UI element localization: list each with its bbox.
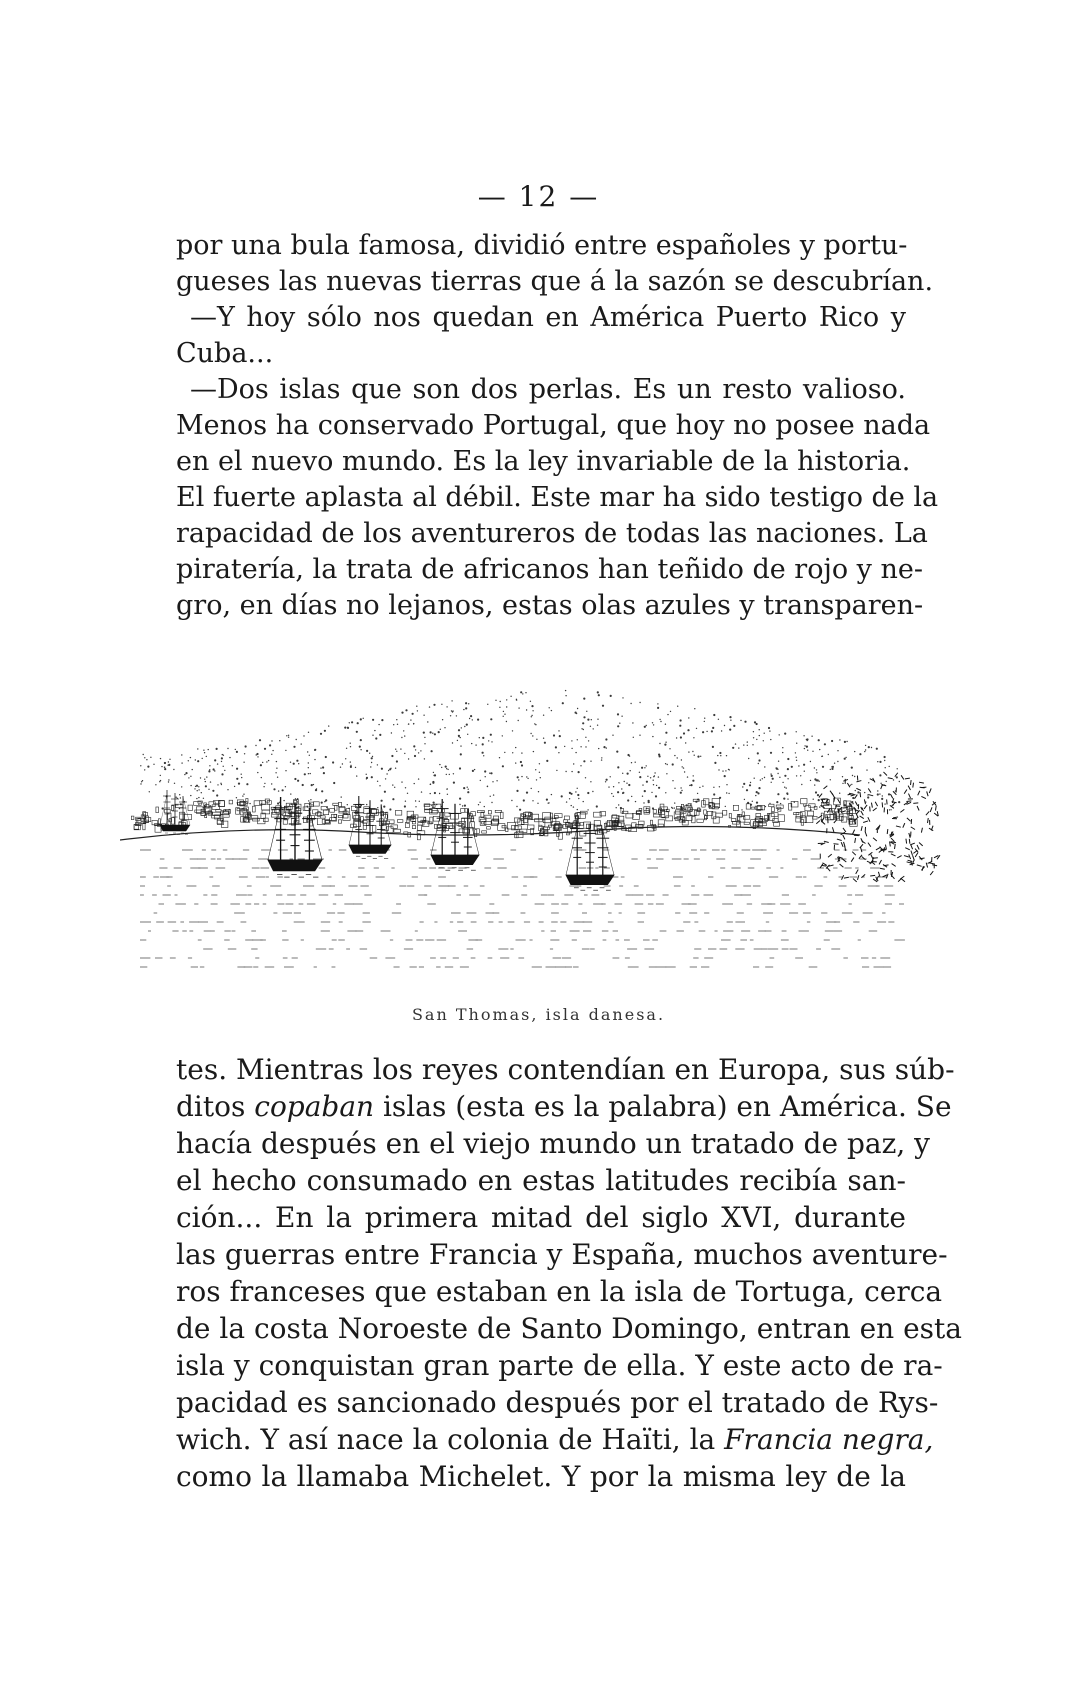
water-hatching — [140, 850, 905, 967]
paragraph-top — [176, 228, 939, 624]
text-line: las guerras entre Francia y España, muchos aventure- — [176, 1238, 948, 1271]
text-line: gueses las nuevas tierras que á la sazón se descubrían. — [176, 266, 934, 297]
harbor-engraving — [120, 660, 960, 990]
paragraph-bottom — [176, 1051, 962, 1495]
text-line: como la llamaba Michelet. Y por la misma ley de la — [176, 1460, 906, 1493]
page-number: — 12 — — [477, 180, 600, 213]
mountain-stipple — [140, 690, 900, 811]
text-line — [176, 1088, 952, 1125]
text-segment: wich. Y así nace la colonia de Haïti, la — [176, 1423, 725, 1456]
text-segment: islas (esta es la palabra) en América. Se — [374, 1090, 952, 1123]
text-line: de la costa Noroeste de Santo Domingo, entran en esta — [176, 1312, 962, 1345]
text-line: Menos ha conservado Portugal, que hoy no posee nada — [176, 410, 931, 441]
text-line: en el nuevo mundo. Es la ley invariable de la historia. — [176, 446, 911, 477]
text-line: ción... En la primera mitad del siglo XVI, durante — [176, 1201, 906, 1234]
text-line: isla y conquistan gran parte de ella. Y este acto de ra- — [176, 1349, 943, 1382]
illustration-caption: San Thomas, isla danesa. — [411, 1005, 666, 1024]
text-line: —Y hoy sólo nos quedan en América Puerto Rico y — [190, 302, 906, 333]
ships — [160, 790, 614, 890]
headland-right — [816, 772, 940, 882]
text-line: tes. Mientras los reyes contendían en Europa, sus súb- — [176, 1053, 955, 1086]
italic-phrase: Francia negra, — [724, 1423, 934, 1456]
text-line: el hecho consumado en estas latitudes recibía san- — [176, 1164, 906, 1197]
italic-word: copaban — [254, 1090, 375, 1123]
text-line: —Dos islas que son dos perlas. Es un resto valioso. — [190, 374, 906, 405]
text-line: ros franceses que estaban en la isla de Tortuga, cerca — [176, 1275, 943, 1308]
text-line: pacidad es sancionado después por el tratado de Rys- — [176, 1386, 939, 1419]
text-line: hacía después en el viejo mundo un tratado de paz, y — [176, 1127, 930, 1160]
text-line — [176, 1421, 934, 1458]
text-line: piratería, la trata de africanos han teñido de rojo y ne- — [176, 554, 924, 585]
text-line: El fuerte aplasta al débil. Este mar ha sido testigo de la — [176, 482, 939, 513]
text-line: por una bula famosa, dividió entre españoles y portu- — [176, 230, 908, 261]
text-segment: ditos — [176, 1090, 255, 1123]
text-line: rapacidad de los aventureros de todas las naciones. La — [176, 518, 928, 549]
text-line: Cuba... — [176, 338, 274, 369]
town-shoreline — [120, 798, 860, 840]
text-line: gro, en días no lejanos, estas olas azules y transparen- — [176, 590, 924, 621]
